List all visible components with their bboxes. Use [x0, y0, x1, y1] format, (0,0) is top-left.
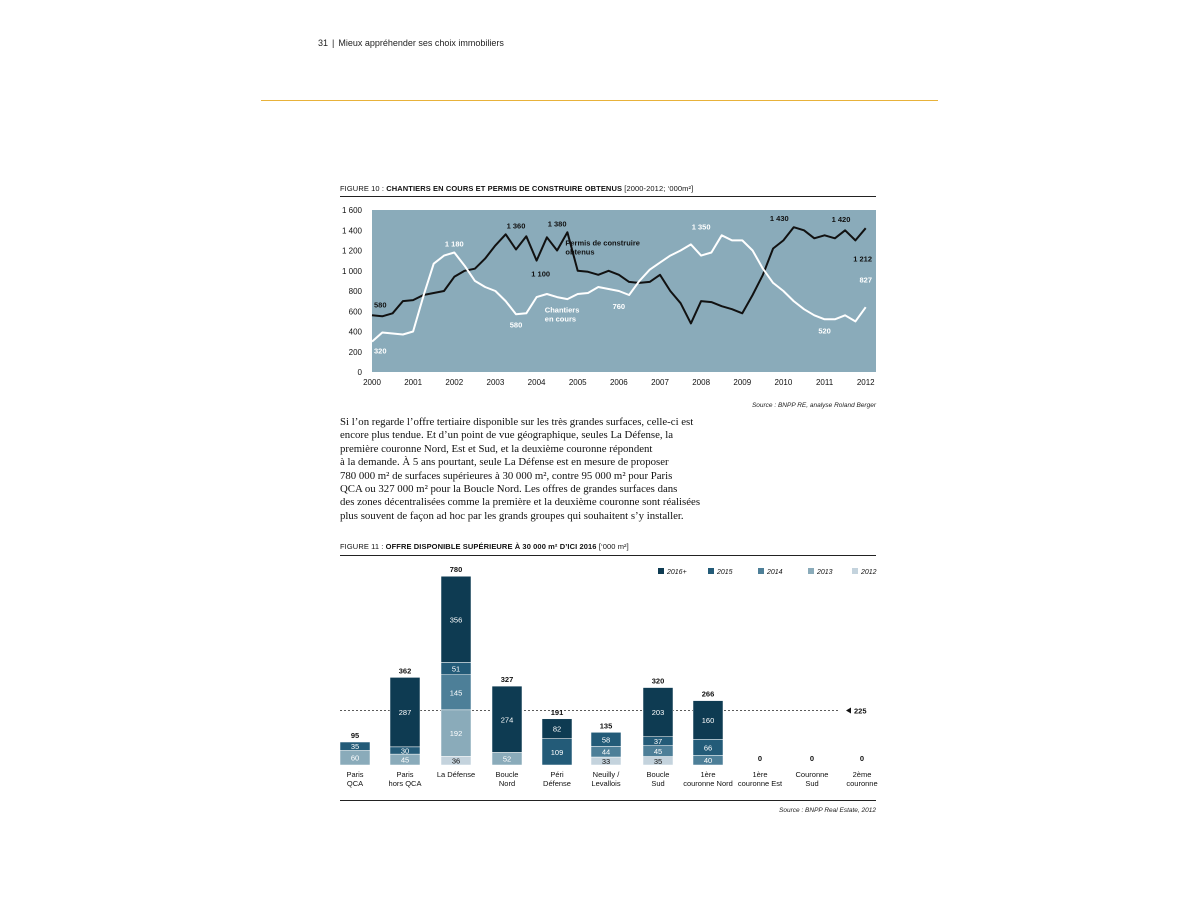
category-label: Défense [543, 779, 571, 788]
x-tick-label: 2009 [733, 378, 752, 387]
x-tick-label: 2008 [692, 378, 711, 387]
segment-label: 203 [651, 708, 665, 718]
segment-label: 44 [601, 747, 611, 757]
data-callout: 580 [374, 300, 387, 310]
x-tick-label: 2005 [568, 378, 587, 387]
x-tick-label: 2006 [609, 378, 628, 387]
plot-background [372, 210, 876, 372]
data-callout: 1 380 [547, 219, 567, 229]
y-tick-label: 1 200 [341, 246, 362, 256]
data-callout: 580 [509, 320, 523, 330]
running-title: Mieux appréhender ses choix immobiliers [338, 38, 504, 48]
bar-total: 95 [350, 731, 360, 741]
category-label: couronne [846, 779, 878, 788]
figure11-chart [330, 560, 890, 800]
segment-label: 356 [449, 615, 463, 625]
legend-swatch [852, 568, 858, 574]
x-tick-label: 2001 [404, 378, 423, 387]
segment-label: 274 [500, 715, 514, 725]
figure10-heading: CHANTIERS EN COURS ET PERMIS DE CONSTRUIRE OBTENUS [386, 184, 623, 193]
bar-total: 327 [500, 675, 514, 685]
header-separator: | [332, 38, 335, 48]
figure11-subtitle: [‘000 m²] [598, 542, 629, 551]
y-tick-label: 200 [348, 347, 362, 357]
category-label: QCA [346, 779, 364, 788]
segment-label: 160 [701, 715, 715, 725]
legend-swatch [758, 568, 764, 574]
category-label: Levallois [591, 779, 621, 788]
category-label: hors QCA [388, 779, 422, 788]
segment-label: 45 [400, 755, 410, 765]
legend-label: 2016+ [667, 569, 687, 576]
y-tick-label: 1 600 [341, 206, 362, 215]
legend-swatch [808, 568, 814, 574]
series-label-permis: Permis de construire [565, 238, 640, 248]
legend-label: 2014 [767, 569, 783, 576]
reference-arrow-icon [846, 708, 851, 714]
segment-label: 52 [502, 754, 512, 764]
legend-label: 2012 [861, 569, 877, 576]
x-tick-label: 2004 [527, 378, 546, 387]
category-label: Sud [651, 779, 665, 788]
bar-total: 0 [859, 754, 865, 763]
category-label: Nord [498, 779, 516, 788]
category-label: Neuilly / [592, 770, 620, 779]
segment-label: 33 [601, 757, 611, 767]
category-label: Paris [396, 770, 414, 779]
category-label: couronne Nord [683, 779, 733, 788]
category-label: Boucle [495, 770, 519, 779]
data-callout: 520 [818, 326, 831, 336]
category-label: Boucle [646, 770, 670, 779]
category-label: Couronne [795, 770, 829, 779]
legend-swatch [708, 568, 714, 574]
body-paragraph [340, 416, 710, 523]
x-tick-label: 2003 [486, 378, 505, 387]
segment-label: 60 [350, 753, 360, 763]
segment-label: 145 [449, 688, 463, 698]
y-tick-label: 400 [348, 327, 362, 337]
header-rule [261, 100, 938, 101]
category-label: 1ère [752, 770, 768, 779]
bar-total: 362 [398, 666, 412, 676]
bar-total: 191 [550, 707, 564, 717]
figure11-label: FIGURE 11 : [340, 542, 384, 551]
series-label-chantiers: en cours [544, 314, 577, 324]
bar-total: 780 [449, 565, 463, 575]
segment-label: 109 [550, 747, 564, 757]
x-tick-label: 2011 [815, 378, 834, 387]
figure11-source: Source : BNPP Real Estate, 2012 [779, 807, 876, 814]
category-label: couronne Est [737, 779, 783, 788]
figure11-bottom-rule [340, 800, 876, 801]
data-callout: 827 [859, 275, 872, 285]
segment-label: 287 [398, 708, 412, 718]
legend-swatch [658, 568, 664, 574]
y-tick-label: 1 400 [341, 226, 362, 236]
category-label: 2ème [852, 770, 872, 779]
legend-label: 2015 [717, 569, 733, 576]
category-label: Sud [805, 779, 819, 788]
x-tick-label: 2000 [363, 378, 381, 387]
x-tick-label: 2010 [774, 378, 793, 387]
figure10-subtitle: [2000-2012; ‘000m²] [624, 184, 694, 193]
page-number: 31 [318, 38, 329, 48]
y-tick-label: 1 000 [341, 266, 362, 276]
bar-total: 0 [809, 754, 815, 763]
bar-total: 0 [757, 754, 763, 763]
figure10-chart [340, 200, 880, 395]
segment-label: 66 [703, 743, 713, 753]
data-callout: 1 100 [531, 269, 551, 279]
category-label: Péri [550, 770, 564, 779]
data-callout: 1 350 [691, 222, 711, 232]
segment-label: 58 [601, 735, 611, 745]
figure11-heading: OFFRE DISPONIBLE SUPÉRIEURE À 30 000 m² D’ICI 2016 [385, 542, 597, 551]
y-tick-label: 800 [348, 287, 362, 296]
running-header [318, 38, 504, 48]
x-tick-label: 2007 [651, 378, 669, 387]
figure10-source: Source : BNPP RE, analyse Roland Berger [751, 402, 876, 409]
bar-total: 266 [701, 689, 715, 699]
figure11-rule [340, 555, 876, 556]
segment-label: 51 [451, 664, 461, 674]
x-tick-label: 2002 [445, 378, 464, 387]
segment-label: 36 [451, 756, 461, 766]
category-label: Paris [346, 770, 364, 779]
figure10-rule [340, 196, 876, 197]
data-callout: 1 420 [831, 215, 851, 225]
data-callout: 1 360 [506, 221, 526, 231]
segment-label: 37 [653, 737, 663, 747]
x-tick-label: 2012 [856, 378, 875, 387]
segment-label: 45 [653, 747, 663, 757]
figure11-title [340, 542, 629, 551]
figure10-title [340, 184, 693, 193]
y-tick-label: 600 [348, 307, 362, 317]
data-callout: 1 212 [853, 254, 872, 264]
reference-label: 225 [854, 706, 867, 716]
segment-label: 35 [653, 756, 663, 766]
figure10-label: FIGURE 10 : [340, 184, 385, 193]
category-label: 1ère [700, 770, 716, 779]
y-tick-label: 0 [357, 368, 362, 377]
legend-label: 2013 [817, 569, 833, 576]
data-callout: 760 [612, 302, 626, 312]
body-paragraph-text: Si l’on regarde l’offre tertiaire disponible sur les très grandes surfaces, celle-ci est encore plus tendue. Et d’un point de vue géographique, seules La Défense, la première couronne Nord, Est et Sud, et la deuxième couronne répondent à la demande. À 5 ans pourtant, seule La Défense est en mesure de proposer 780 000 m² de surfaces supérieures à 30 000 m², contre 95 000 m² pour Paris QCA ou 327 000 m² pour la Boucle Nord. Les offres de grandes surfaces dans des zones décentralisées comme la première et la deuxième couronne sont réalisées plus souvent de façon ad hoc par les grands groupes qui souhaitent s’y installer. [340, 416, 701, 522]
series-label-permis: obtenus [565, 247, 595, 257]
segment-label: 192 [449, 729, 463, 739]
segment-label: 82 [552, 724, 562, 734]
data-callout: 1 430 [769, 214, 789, 224]
data-callout: 320 [374, 346, 387, 356]
segment-label: 40 [703, 756, 713, 766]
series-label-chantiers: Chantiers [544, 305, 580, 315]
category-label: La Défense [436, 770, 476, 779]
data-callout: 1 180 [444, 239, 464, 249]
bar-total: 320 [651, 676, 665, 686]
bar-total: 135 [599, 721, 613, 731]
segment-label: 30 [400, 746, 410, 756]
segment-label: 35 [350, 742, 360, 752]
